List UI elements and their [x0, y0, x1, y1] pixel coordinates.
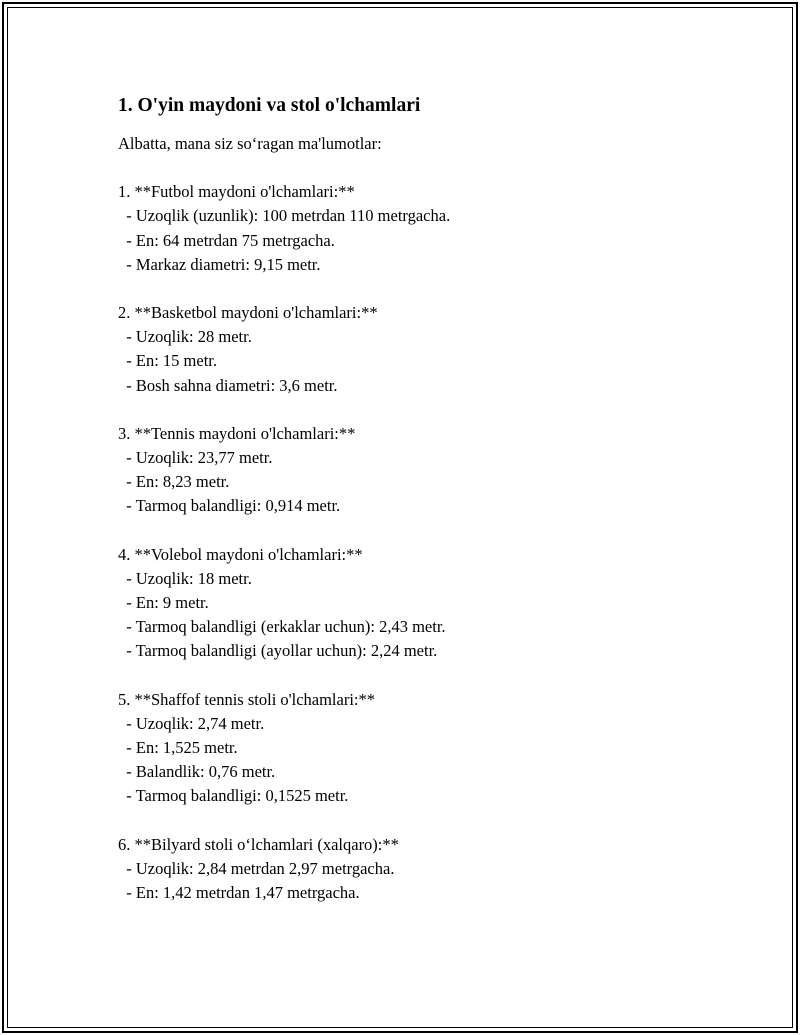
section-basketball [118, 301, 738, 398]
section-volleyball [118, 543, 738, 664]
section-billiards [118, 833, 738, 906]
list-item: - Uzoqlik: 28 metr. [118, 327, 252, 347]
section-heading: 5. **Shaffof tennis stoli o'lchamlari:** [118, 689, 376, 709]
section-football [118, 180, 738, 277]
section-tennis [118, 422, 738, 519]
list-item: - Markaz diametri: 9,15 metr. [118, 254, 321, 274]
list-item: - Tarmoq balandligi (ayollar uchun): 2,24 metr. [118, 641, 438, 661]
list-item: - Uzoqlik: 18 metr. [118, 568, 252, 588]
list-item: - En: 15 metr. [118, 351, 217, 371]
list-item: - Bosh sahna diametri: 3,6 metr. [118, 375, 338, 395]
section-heading: 4. **Volebol maydoni o'lchamlari:** [118, 544, 363, 564]
list-item: - Tarmoq balandligi: 0,1525 metr. [118, 786, 349, 806]
list-item: - Uzoqlik: 23,77 metr. [118, 448, 273, 468]
section-table-tennis [118, 688, 738, 809]
list-item: - En: 1,42 metrdan 1,47 metrgacha. [118, 883, 360, 903]
page-title: 1. O'yin maydoni va stol o'lchamlari [118, 95, 421, 116]
section-heading: 2. **Basketbol maydoni o'lchamlari:** [118, 303, 378, 323]
list-item: - Uzoqlik: 2,74 metr. [118, 713, 265, 733]
list-item: - En: 1,525 metr. [118, 738, 238, 758]
list-item: - Balandlik: 0,76 metr. [118, 762, 276, 782]
section-heading: 1. **Futbol maydoni o'lchamlari:** [118, 182, 355, 202]
intro-paragraph: Albatta, mana siz so‘ragan ma'lumotlar: [118, 134, 382, 153]
list-item: - Uzoqlik (uzunlik): 100 metrdan 110 metrgacha. [118, 206, 451, 226]
list-item: - Uzoqlik: 2,84 metrdan 2,97 metrgacha. [118, 858, 395, 878]
list-item: - Tarmoq balandligi: 0,914 metr. [118, 496, 341, 516]
section-heading: 3. **Tennis maydoni o'lchamlari:** [118, 423, 356, 443]
list-item: - En: 8,23 metr. [118, 472, 230, 492]
section-heading: 6. **Bilyard stoli o‘lchamlari (xalqaro):** [118, 834, 399, 854]
list-item: - En: 64 metrdan 75 metrgacha. [118, 230, 335, 250]
document-body [118, 92, 738, 905]
list-item: - En: 9 metr. [118, 593, 209, 613]
list-item: - Tarmoq balandligi (erkaklar uchun): 2,43 metr. [118, 617, 446, 637]
